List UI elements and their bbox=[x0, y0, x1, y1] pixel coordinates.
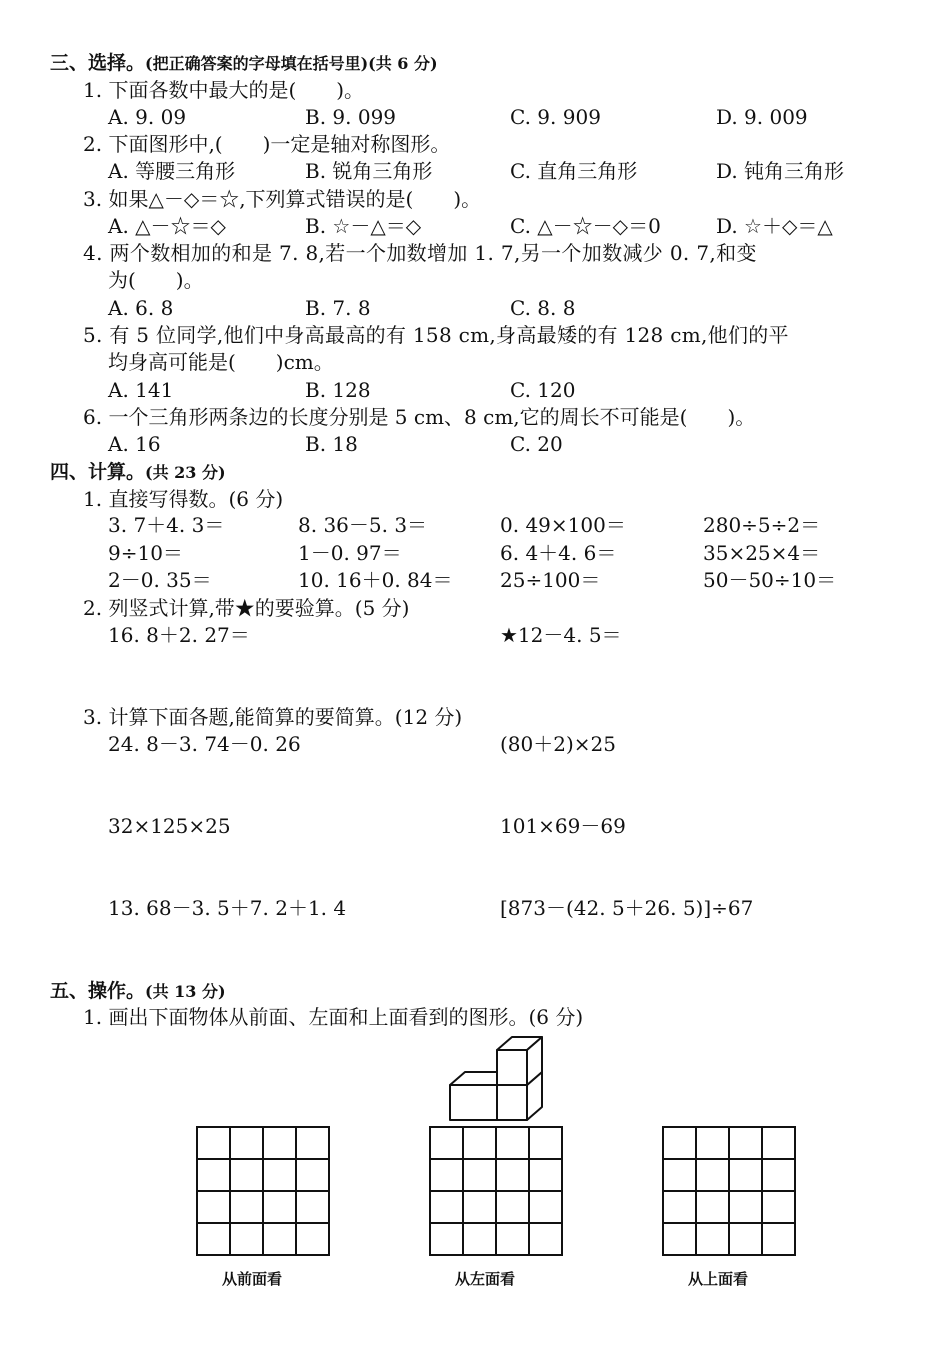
oral-calc-item: 2－0. 35＝ bbox=[108, 568, 212, 592]
simplify-item: [873－(42. 5＋26. 5)]÷67 bbox=[500, 896, 754, 920]
q4-option-c: C. 8. 8 bbox=[510, 296, 576, 320]
q1-option-a: A. 9. 09 bbox=[108, 105, 187, 129]
oral-calc-item: 35×25×4＝ bbox=[703, 541, 821, 565]
section-3-title: 三、选择。 bbox=[50, 52, 146, 74]
q1-stem: 1. 下面各数中最大的是( )。 bbox=[83, 78, 365, 102]
caption-left-view: 从左面看 bbox=[455, 1270, 516, 1288]
section-4-note: (共 23 分) bbox=[145, 463, 226, 482]
q2-option-d: D. 钝角三角形 bbox=[716, 159, 845, 183]
q3-option-a: A. △－☆＝◇ bbox=[108, 214, 226, 238]
cube-face bbox=[497, 1050, 527, 1085]
q6-option-a: A. 16 bbox=[108, 432, 161, 456]
oral-calc-item: 25÷100＝ bbox=[500, 568, 601, 592]
q5-option-c: C. 120 bbox=[510, 378, 576, 402]
section-4-heading bbox=[50, 458, 226, 486]
q5-option-b: B. 128 bbox=[305, 378, 371, 402]
q4-option-b: B. 7. 8 bbox=[305, 296, 371, 320]
oral-calc-item: 8. 36－5. 3＝ bbox=[298, 513, 428, 537]
q1-option-c: C. 9. 909 bbox=[510, 105, 601, 129]
q4-stem-line1: 4. 两个数相加的和是 7. 8,若一个加数增加 1. 7,另一个加数减少 0. 7,和变 bbox=[83, 241, 757, 265]
answer-grid-left[interactable] bbox=[429, 1126, 563, 1256]
vertical-calc-1: 16. 8＋2. 27＝ bbox=[108, 623, 250, 647]
section-3-note: (把正确答案的字母填在括号里)(共 6 分) bbox=[145, 54, 438, 73]
caption-top-view: 从上面看 bbox=[688, 1270, 749, 1288]
oral-calc-item: 6. 4＋4. 6＝ bbox=[500, 541, 617, 565]
q5-option-a: A. 141 bbox=[108, 378, 174, 402]
operation-part1-title: 1. 画出下面物体从前面、左面和上面看到的图形。(6 分) bbox=[83, 1005, 584, 1029]
caption-front-view: 从前面看 bbox=[222, 1270, 283, 1288]
section-3-heading bbox=[50, 49, 438, 77]
calc-part1-title: 1. 直接写得数。(6 分) bbox=[83, 487, 284, 511]
q5-stem-line1: 5. 有 5 位同学,他们中身高最高的有 158 cm,身高最矮的有 128 cm,他们的平 bbox=[83, 323, 789, 347]
q2-option-a: A. 等腰三角形 bbox=[108, 159, 236, 183]
q1-option-b: B. 9. 099 bbox=[305, 105, 397, 129]
q6-option-b: B. 18 bbox=[305, 432, 358, 456]
oral-calc-item: 50－50÷10＝ bbox=[703, 568, 837, 592]
q1-option-d: D. 9. 009 bbox=[716, 105, 808, 129]
q2-stem: 2. 下面图形中,( )一定是轴对称图形。 bbox=[83, 132, 451, 156]
q2-option-b: B. 锐角三角形 bbox=[305, 159, 433, 183]
oral-calc-item: 280÷5÷2＝ bbox=[703, 513, 821, 537]
q6-option-c: C. 20 bbox=[510, 432, 563, 456]
q3-option-d: D. ☆＋◇＝△ bbox=[716, 214, 833, 238]
section-5-note: (共 13 分) bbox=[145, 982, 226, 1001]
q3-stem: 3. 如果△－◇＝☆,下列算式错误的是( )。 bbox=[83, 187, 482, 211]
cube-stack-figure bbox=[445, 1028, 555, 1128]
simplify-item: 101×69－69 bbox=[500, 814, 626, 838]
q4-stem-line2: 为( )。 bbox=[108, 268, 204, 292]
q6-stem: 6. 一个三角形两条边的长度分别是 5 cm、8 cm,它的周长不可能是( )。 bbox=[83, 405, 756, 429]
q3-option-b: B. ☆－△＝◇ bbox=[305, 214, 422, 238]
q5-stem-line2: 均身高可能是( )cm。 bbox=[108, 350, 334, 374]
answer-grid-top[interactable] bbox=[662, 1126, 796, 1256]
section-5-title: 五、操作。 bbox=[50, 980, 146, 1002]
section-4-title: 四、计算。 bbox=[50, 461, 146, 483]
q4-option-a: A. 6. 8 bbox=[108, 296, 174, 320]
oral-calc-item: 9÷10＝ bbox=[108, 541, 183, 565]
simplify-item: 13. 68－3. 5＋7. 2＋1. 4 bbox=[108, 896, 347, 920]
oral-calc-item: 0. 49×100＝ bbox=[500, 513, 626, 537]
vertical-calc-2: ★12－4. 5＝ bbox=[500, 623, 622, 647]
section-5-heading bbox=[50, 977, 226, 1005]
cube-face bbox=[497, 1085, 527, 1120]
oral-calc-item: 1－0. 97＝ bbox=[298, 541, 402, 565]
q3-option-c: C. △－☆－◇＝0 bbox=[510, 214, 661, 238]
cube-face bbox=[450, 1085, 497, 1120]
simplify-item: 24. 8－3. 74－0. 26 bbox=[108, 732, 301, 756]
calc-part2-title: 2. 列竖式计算,带★的要验算。(5 分) bbox=[83, 596, 410, 620]
simplify-item: (80＋2)×25 bbox=[500, 732, 616, 756]
oral-calc-item: 3. 7＋4. 3＝ bbox=[108, 513, 225, 537]
calc-part3-title: 3. 计算下面各题,能简算的要简算。(12 分) bbox=[83, 705, 463, 729]
q2-option-c: C. 直角三角形 bbox=[510, 159, 638, 183]
answer-grid-front[interactable] bbox=[196, 1126, 330, 1256]
oral-calc-item: 10. 16＋0. 84＝ bbox=[298, 568, 453, 592]
simplify-item: 32×125×25 bbox=[108, 814, 231, 838]
